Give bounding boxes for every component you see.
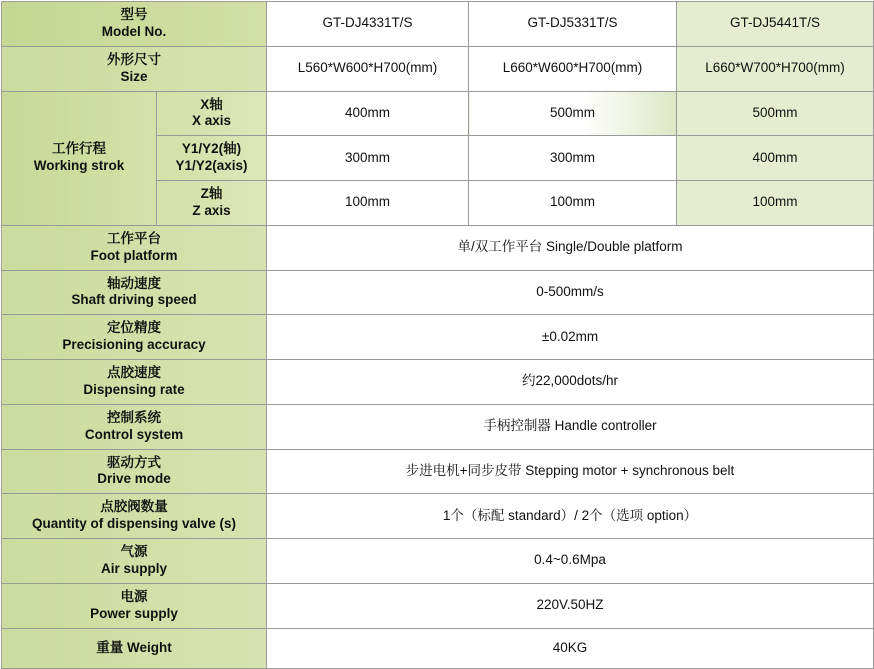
row-label-air-supply bbox=[2, 539, 267, 584]
cell-y-axis-3: 400mm bbox=[677, 136, 874, 181]
sub-label-x-axis bbox=[157, 91, 267, 136]
row-label-accuracy-cn: 定位精度 bbox=[107, 320, 161, 336]
cell-dispensing-rate-value: 约22,000dots/hr bbox=[267, 360, 874, 405]
model-column-2: GT-DJ5331T/S bbox=[469, 2, 677, 47]
table-row-shaft-speed bbox=[2, 270, 874, 315]
cell-control-system-value: 手柄控制器 Handle controller bbox=[267, 404, 874, 449]
cell-x-axis-1: 400mm bbox=[267, 91, 469, 136]
row-label-shaft-speed bbox=[2, 270, 267, 315]
table-row-dispensing-rate bbox=[2, 360, 874, 405]
cell-valve-quantity-value: 1个（标配 standard）/ 2个（选项 option） bbox=[267, 494, 874, 539]
cell-shaft-speed-value: 0-500mm/s bbox=[267, 270, 874, 315]
sub-label-z-axis-cn: Z轴 bbox=[200, 186, 223, 201]
row-label-size-en: Size bbox=[120, 68, 148, 84]
cell-accuracy-value: ±0.02mm bbox=[267, 315, 874, 360]
table-row-size bbox=[2, 46, 874, 91]
row-label-drive-mode bbox=[2, 449, 267, 494]
row-label-dispensing-rate bbox=[2, 360, 267, 405]
table-row-drive-mode bbox=[2, 449, 874, 494]
row-label-size-cn: 外形尺寸 bbox=[107, 51, 161, 67]
sub-label-z-axis-en: Z axis bbox=[192, 202, 231, 218]
table-row-model bbox=[2, 2, 874, 47]
row-label-accuracy bbox=[2, 315, 267, 360]
cell-x-axis-3: 500mm bbox=[677, 91, 874, 136]
cell-size-1: L560*W600*H700(mm) bbox=[267, 46, 469, 91]
cell-foot-platform-value: 单/双工作平台 Single/Double platform bbox=[267, 225, 874, 270]
table-row-air-supply bbox=[2, 539, 874, 584]
header-label-model-cn: 型号 bbox=[120, 7, 148, 22]
row-label-foot-platform-cn: 工作平台 bbox=[107, 230, 161, 246]
row-label-control-system-cn: 控制系统 bbox=[107, 409, 161, 425]
cell-air-supply-value: 0.4~0.6Mpa bbox=[267, 539, 874, 584]
row-label-valve-quantity-en: Quantity of dispensing valve (s) bbox=[31, 516, 237, 532]
row-label-working-stroke bbox=[2, 91, 157, 225]
header-label-model bbox=[2, 2, 267, 47]
row-label-drive-mode-en: Drive mode bbox=[97, 471, 171, 487]
row-label-weight bbox=[2, 628, 267, 668]
sub-label-x-axis-cn: X轴 bbox=[200, 96, 223, 112]
sub-label-y-axis-en: Y1/Y2(axis) bbox=[175, 158, 248, 174]
row-label-drive-mode-cn: 驱动方式 bbox=[107, 454, 161, 470]
row-label-power-supply-en: Power supply bbox=[90, 605, 178, 621]
header-label-model-en: Model No. bbox=[101, 23, 167, 39]
table-row-control-system bbox=[2, 404, 874, 449]
table-row-valve-quantity bbox=[2, 494, 874, 539]
cell-y-axis-1: 300mm bbox=[267, 136, 469, 181]
row-label-power-supply bbox=[2, 583, 267, 628]
sub-label-x-axis-en: X axis bbox=[191, 113, 232, 129]
row-label-control-system bbox=[2, 404, 267, 449]
cell-weight-value: 40KG bbox=[267, 628, 874, 668]
cell-z-axis-1: 100mm bbox=[267, 181, 469, 226]
table-row-foot-platform bbox=[2, 225, 874, 270]
sub-label-y-axis-cn: Y1/Y2(轴) bbox=[181, 141, 242, 157]
row-label-weight-cn: 重量 Weight bbox=[96, 639, 172, 655]
row-label-foot-platform-en: Foot platform bbox=[90, 247, 178, 263]
row-label-size bbox=[2, 46, 267, 91]
cell-size-3: L660*W700*H700(mm) bbox=[677, 46, 874, 91]
row-label-power-supply-cn: 电源 bbox=[120, 588, 148, 604]
model-column-1: GT-DJ4331T/S bbox=[267, 2, 469, 47]
model-column-3: GT-DJ5441T/S bbox=[677, 2, 874, 47]
row-label-air-supply-en: Air supply bbox=[100, 560, 167, 576]
row-label-dispensing-rate-en: Dispensing rate bbox=[83, 381, 185, 397]
cell-z-axis-3: 100mm bbox=[677, 181, 874, 226]
row-label-valve-quantity bbox=[2, 494, 267, 539]
cell-power-supply-value: 220V.50HZ bbox=[267, 583, 874, 628]
row-label-shaft-speed-cn: 轴动速度 bbox=[107, 275, 161, 291]
specification-table bbox=[1, 1, 874, 669]
table-row-weight bbox=[2, 628, 874, 668]
row-label-working-stroke-en: Working strok bbox=[33, 158, 125, 174]
row-label-dispensing-rate-cn: 点胶速度 bbox=[107, 365, 161, 380]
table-row-power-supply bbox=[2, 583, 874, 628]
row-label-control-system-en: Control system bbox=[84, 426, 184, 442]
cell-z-axis-2: 100mm bbox=[469, 181, 677, 226]
row-label-air-supply-cn: 气源 bbox=[120, 544, 148, 559]
cell-drive-mode-value: 步进电机+同步皮带 Stepping motor + synchronous belt bbox=[267, 449, 874, 494]
row-label-foot-platform bbox=[2, 225, 267, 270]
sub-label-y-axis bbox=[157, 136, 267, 181]
row-label-accuracy-en: Precisioning accuracy bbox=[62, 337, 206, 353]
table-row-x-axis bbox=[2, 91, 874, 136]
cell-size-2: L660*W600*H700(mm) bbox=[469, 46, 677, 91]
row-label-valve-quantity-cn: 点胶阀数量 bbox=[100, 499, 168, 515]
cell-y-axis-2: 300mm bbox=[469, 136, 677, 181]
row-label-shaft-speed-en: Shaft driving speed bbox=[71, 292, 197, 308]
table-row-accuracy bbox=[2, 315, 874, 360]
sub-label-z-axis bbox=[157, 181, 267, 226]
cell-x-axis-2: 500mm bbox=[469, 91, 677, 136]
row-label-working-stroke-cn: 工作行程 bbox=[52, 141, 106, 157]
